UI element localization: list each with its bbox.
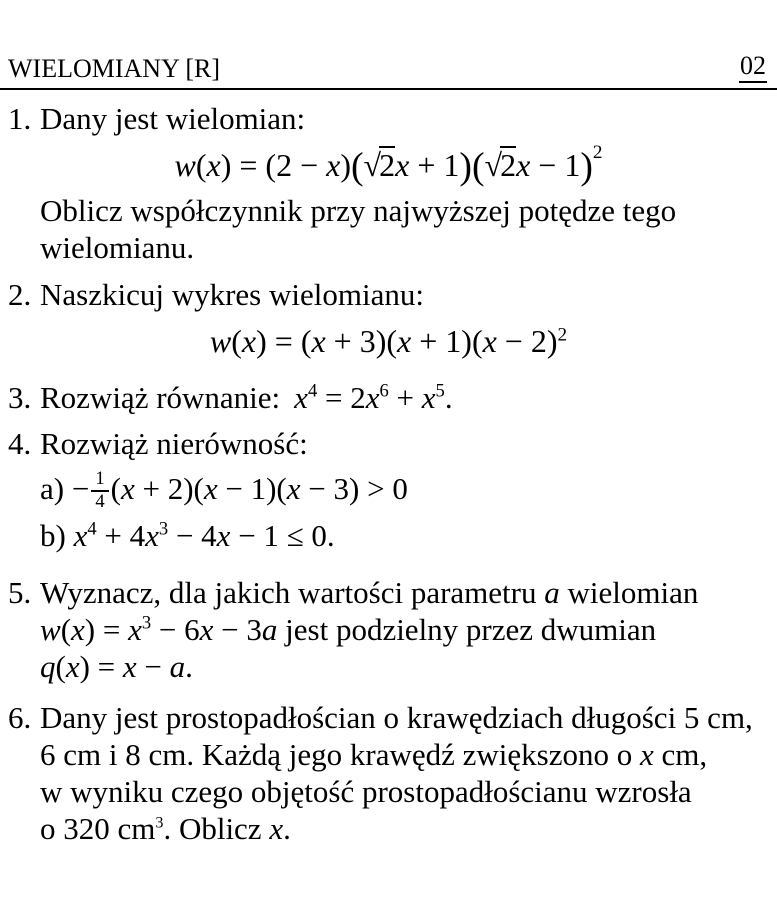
- math-var: x: [65, 649, 80, 685]
- math-token: ) = (: [256, 323, 312, 360]
- formula-problem-2: [8, 317, 769, 365]
- exponent: 5: [435, 380, 445, 402]
- text: . Oblicz: [163, 811, 270, 847]
- math-var: x: [241, 323, 257, 360]
- problem-6: [8, 699, 769, 847]
- math-var: x: [294, 380, 308, 416]
- math-token: − 1: [530, 147, 581, 183]
- item-a-label: a) −: [40, 471, 90, 507]
- exponent: 3: [158, 518, 169, 540]
- math-var: w: [40, 612, 61, 648]
- math-token: +: [388, 380, 422, 416]
- equation-problem-3: [294, 380, 452, 415]
- exponent: 2: [592, 141, 603, 163]
- big-paren-close: ): [580, 145, 593, 188]
- text: Wyznacz, dla jakich wartości parametru: [40, 575, 545, 611]
- math-token: (: [55, 649, 66, 685]
- math-var: w: [174, 147, 196, 183]
- math-var: a: [169, 649, 186, 685]
- math-token: .: [444, 380, 453, 416]
- problem-6-line-4: [40, 810, 769, 847]
- math-token: ) =: [84, 612, 129, 648]
- big-paren-close: ): [459, 145, 472, 188]
- worksheet-title: WIELOMIANY [R]: [8, 54, 221, 83]
- problem-1-note: Oblicz współczynnik przy najwyższej potędze tego wielomianu.: [40, 193, 677, 266]
- sqrt-icon: √: [363, 147, 382, 183]
- math-token: −: [136, 649, 170, 685]
- sqrt-icon: √: [484, 147, 503, 183]
- math-var: x: [128, 612, 142, 648]
- problem-6-line-2: [40, 736, 769, 773]
- math-token: (: [110, 471, 121, 507]
- math-token: − 1 ≤ 0.: [230, 518, 335, 554]
- math-token: + 2)(: [134, 471, 204, 507]
- radicand: 2: [500, 147, 517, 183]
- exponent: 4: [307, 380, 318, 402]
- math-token: ) =: [79, 649, 123, 685]
- problem-4-number: 4.: [8, 426, 32, 462]
- worksheet-header: [0, 0, 777, 90]
- problem-6-line-3: w wyniku czego objętość prostopadłościanu wzrosła: [40, 774, 692, 810]
- fraction-denominator: 4: [91, 490, 108, 513]
- inequality-a: [40, 463, 769, 515]
- problem-5-line-2: [40, 611, 769, 648]
- big-paren-open: (: [471, 145, 485, 188]
- math-var: x: [395, 147, 410, 183]
- math-var: x: [326, 147, 341, 183]
- problem-5: [8, 574, 769, 685]
- problem-5-number: 5.: [8, 575, 32, 611]
- math-token: + 1: [409, 147, 460, 183]
- problem-2-number: 2.: [8, 277, 32, 313]
- math-var: x: [397, 323, 412, 360]
- exponent: 3: [141, 612, 152, 634]
- problem-1-title: Dany jest wielomian:: [40, 101, 306, 136]
- math-token: + 4: [96, 518, 146, 554]
- text: .: [283, 811, 291, 847]
- problem-6-line-1: Dany jest prostopadłościan o krawędziach długości 5 cm,: [40, 700, 753, 736]
- math-token: (: [195, 147, 207, 183]
- math-var: x: [203, 471, 218, 507]
- problem-4: [8, 425, 769, 556]
- math-token: (: [231, 323, 242, 360]
- math-var: x: [73, 518, 88, 554]
- math-var: a: [544, 575, 560, 611]
- math-token: ): [340, 147, 351, 183]
- problem-2-title: Naszkicuj wykres wielomianu:: [40, 277, 424, 313]
- inequality-b: [40, 516, 769, 556]
- problem-5-line-3: [40, 648, 769, 685]
- problem-3-number: 3.: [8, 380, 32, 416]
- math-var: x: [421, 380, 436, 416]
- math-var: x: [145, 518, 159, 554]
- problem-3-title: Rozwiąż równanie:: [40, 380, 281, 416]
- text: o 320 cm: [40, 811, 156, 847]
- text: cm,: [653, 737, 708, 773]
- math-var: a: [261, 612, 278, 648]
- math-token: .: [185, 649, 193, 685]
- math-var: x: [71, 612, 85, 648]
- math-token: − 3) > 0: [300, 471, 408, 507]
- math-var: x: [365, 380, 380, 416]
- math-var: x: [120, 471, 135, 507]
- math-var: x: [516, 147, 531, 183]
- math-var: x: [216, 518, 231, 554]
- math-token: − 6: [151, 612, 200, 648]
- radicand: 2: [379, 147, 396, 183]
- math-token: − 2): [496, 323, 558, 360]
- exponent: 6: [379, 380, 389, 402]
- math-var: x: [639, 737, 654, 773]
- text: 6 cm i 8 cm. Każdą jego krawędź zwiększono o: [40, 737, 640, 773]
- fraction-numerator: 1: [95, 468, 105, 490]
- exponent: 2: [557, 324, 568, 346]
- math-token: − 1)(: [217, 471, 287, 507]
- formula-problem-1: [8, 141, 769, 190]
- math-token: = 2: [317, 380, 366, 416]
- problem-3: [8, 379, 769, 416]
- math-var: x: [199, 612, 214, 648]
- item-b-label: b): [40, 518, 74, 554]
- math-token: + 3)(: [325, 323, 398, 360]
- math-var: w: [209, 323, 232, 360]
- math-var: x: [482, 323, 497, 360]
- problem-1: [8, 100, 769, 266]
- problem-6-number: 6.: [8, 700, 32, 736]
- problem-2: [8, 276, 769, 367]
- math-token: + 1)(: [411, 323, 483, 360]
- big-paren-open: (: [350, 145, 364, 188]
- math-token: (: [60, 612, 72, 648]
- math-token: − 4: [168, 518, 217, 554]
- exponent: 3: [155, 814, 164, 832]
- fraction-one-fourth: [91, 469, 108, 513]
- page-number: 02: [739, 52, 767, 83]
- math-var: x: [311, 323, 326, 360]
- exponent: 4: [87, 518, 97, 540]
- problem-1-number: 1.: [8, 101, 32, 136]
- problem-4-title: Rozwiąż nierówność:: [40, 426, 308, 462]
- math-var: q: [40, 649, 56, 685]
- math-var: x: [206, 147, 221, 183]
- problem-5-line-1: [40, 574, 769, 611]
- math-var: x: [269, 811, 284, 847]
- math-token: − 3: [213, 612, 262, 648]
- text: wielomian: [559, 575, 699, 611]
- math-token: ) = (2 −: [220, 147, 327, 183]
- math-var: x: [286, 471, 301, 507]
- text: jest podzielny przez dwumian: [277, 612, 657, 648]
- math-var: x: [122, 649, 137, 685]
